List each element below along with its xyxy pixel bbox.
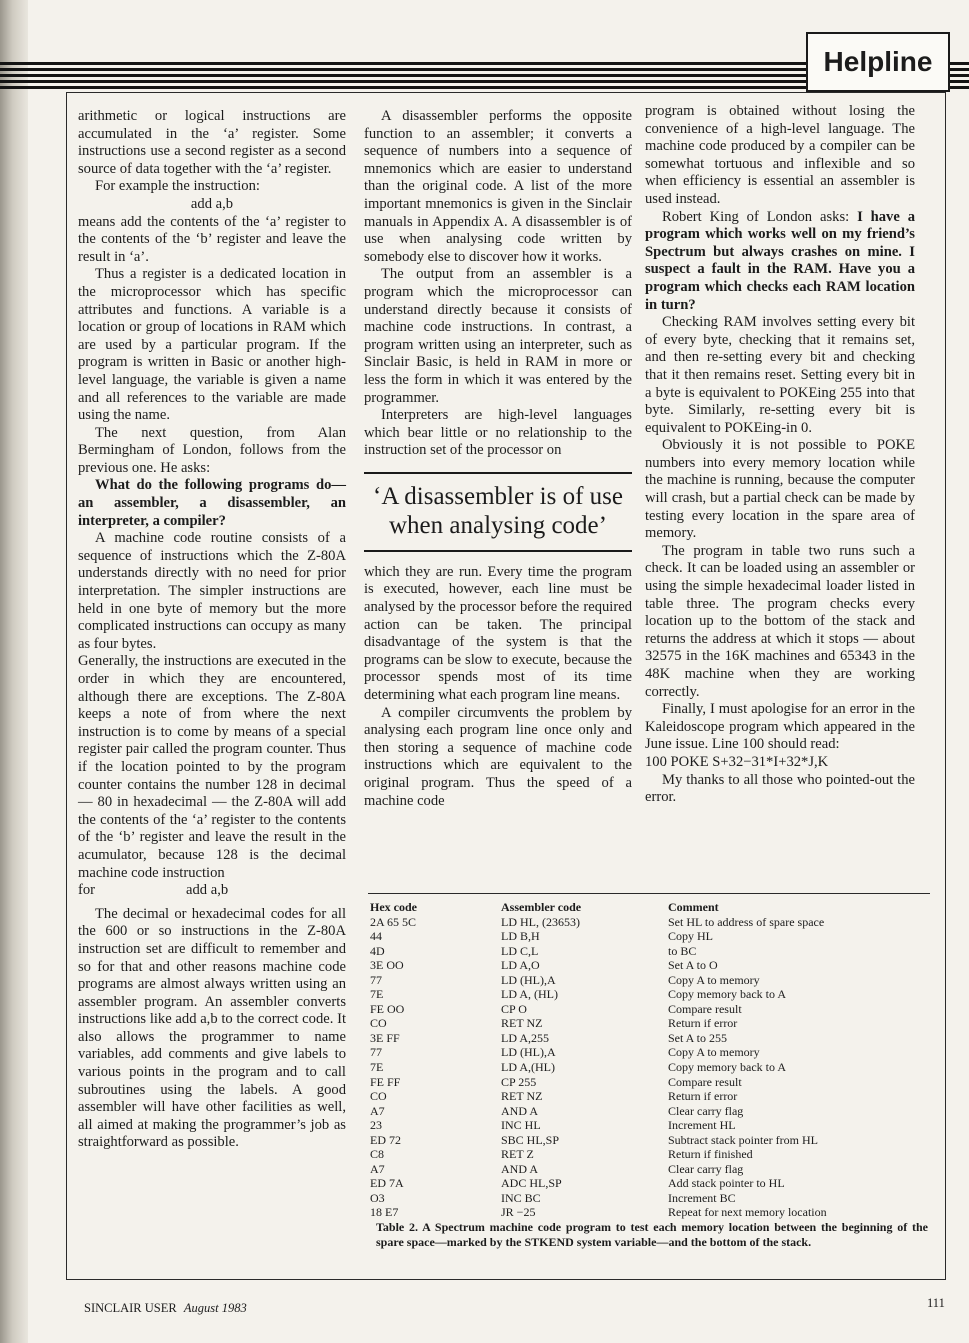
section-label: Helpline: [806, 32, 950, 92]
paragraph: Robert King of London asks: I have a program which works well on my friend’s Spectrum but always crashes on mine. I suspect a fault in the RAM. Have you a program which checks each RAM location in turn?: [645, 208, 915, 313]
paragraph: add a,b: [190, 195, 234, 212]
page-spine-shadow: [0, 0, 28, 1343]
hex-code-cell: 18 E7: [370, 1205, 399, 1220]
assembler-code-cell: RET Z: [501, 1147, 534, 1162]
comment-cell: Add stack pointer to HL: [668, 1176, 785, 1191]
header-rules: [0, 62, 810, 92]
assembler-code-cell: ADC HL,SP: [501, 1176, 562, 1191]
comment-cell: Subtract stack pointer from HL: [668, 1132, 818, 1147]
comment-column: [668, 900, 928, 1220]
paragraph: Interpreters are high-level languages which bear little or no relationship to the instruction set of the processor on: [364, 407, 632, 459]
table-caption: Table 2. A Spectrum machine code program to test each memory location between the beginning of the spare space—marked by the STKEND system variable—and the bottom of the stack.: [376, 1220, 928, 1249]
hex-code-cell: 7E: [370, 987, 384, 1002]
comment-cell: Compare result: [668, 1001, 742, 1016]
comment-cell: to BC: [668, 943, 697, 958]
paragraph: Generally, the instructions are executed in the order in which they are encountered, although there are exceptions. The Z-80A keeps a note of from where the next instruction is to come by means of a special register pair called the program counter. Thus if the location pointed to by the program counter contains the number 128 in decimal — 80 in hexadecimal — the Z-80A will add the contents of the ‘a’ register to the contents of the ‘b’ register and leave the result in the acumulator, because 128 is the decimal machine code instruction: [78, 653, 346, 881]
assembler-code-cell: LD C,L: [501, 943, 539, 958]
assembler-code-column: [501, 900, 651, 1220]
paragraph: Obviously it is not possible to POKE numbers into every memory location while the machine is running, because the computer will crash, but a partial check can be made by testing every location in the spare area of memory.: [645, 437, 915, 542]
header-rules-right: [950, 62, 969, 92]
paragraph: What do the following programs do—an assembler, a disassembler, an interpreter, a compiler?: [78, 477, 346, 529]
hex-code-cell: FE OO: [370, 1001, 405, 1016]
comment-cell: Increment HL: [668, 1118, 736, 1133]
comment-cell: Copy memory back to A: [668, 987, 786, 1002]
assembler-code-cell: CP 255: [501, 1074, 537, 1089]
inline-code-line: [78, 882, 346, 900]
comment-header: Comment: [668, 900, 719, 914]
assembler-code-cell: LD (HL),A: [501, 1045, 556, 1060]
magazine-name: SINCLAIR USER: [84, 1301, 177, 1315]
paragraph: My thanks to all those who pointed-out the error.: [645, 771, 915, 806]
column-3: [645, 103, 915, 807]
issue-date: August 1983: [183, 1301, 247, 1315]
assembler-code-cell: JR −25: [501, 1205, 536, 1220]
assembler-code-cell: LD A,255: [501, 1030, 549, 1045]
hex-code-cell: 7E: [370, 1060, 384, 1075]
comment-cell: Copy memory back to A: [668, 1060, 786, 1075]
assembler-code-cell: LD (HL),A: [501, 972, 556, 987]
paragraph: arithmetic or logical instructions are accumulated in the ‘a’ register. Some instructions use a second register as a second source of data together with the ‘a’ register.: [78, 108, 346, 177]
hex-code-cell: ED 72: [370, 1132, 401, 1147]
pull-quote: ‘A disassembler is of use when analysing code’: [364, 472, 632, 552]
assembler-code-cell: LD A,(HL): [501, 1060, 555, 1075]
assembler-code-header: Assembler code: [501, 900, 582, 914]
assembler-code-cell: LD A, (HL): [501, 987, 558, 1002]
hex-code-cell: 2A 65 5C: [370, 914, 417, 929]
paragraph: means add the contents of the ‘a’ register to the contents of the ‘b’ register and leave the result in ‘a’.: [78, 213, 346, 265]
hex-code-cell: CO: [370, 1016, 387, 1031]
comment-cell: Clear carry flag: [668, 1161, 744, 1176]
hex-code-header: Hex code: [370, 900, 417, 914]
comment-cell: Copy A to memory: [668, 972, 760, 987]
comment-cell: Return if finished: [668, 1147, 753, 1162]
assembler-code-cell: AND A: [501, 1161, 539, 1176]
assembler-code-cell: INC HL: [501, 1118, 541, 1133]
hex-code-cell: 3E FF: [370, 1030, 400, 1045]
assembler-code-cell: INC BC: [501, 1190, 541, 1205]
hex-code-column: [370, 900, 490, 1220]
paragraph: The next question, from Alan Bermingham of London, follows from the previous one. He asks:: [78, 424, 346, 476]
paragraph: A compiler circumvents the problem by analysing each program line once only and then storing a sequence of machine code instructions which are equivalent to the original program. Thus the speed of a machine code: [364, 704, 632, 809]
hex-code-cell: A7: [370, 1103, 385, 1118]
for-word: for: [78, 882, 96, 899]
hex-code-cell: O3: [370, 1190, 385, 1205]
hex-code-cell: 77: [370, 1045, 382, 1060]
hex-code-cell: 3E OO: [370, 958, 404, 973]
comment-cell: Increment BC: [668, 1190, 736, 1205]
comment-cell: Return if error: [668, 1089, 738, 1104]
hex-code-cell: 44: [370, 929, 382, 944]
paragraph: which they are run. Every time the program is executed, however, each line must be analysed by the processor before the required action can be taken. The principal disadvantage of the system is that the programs can be slow to execute, because the processor spends most of its time determining what each program line means.: [364, 563, 632, 704]
paragraph: Checking RAM involves setting every bit of every byte, checking that it remains set, and then re-setting every bit and checking that it then remains reset. Setting every bit in a byte is equivalent to POKEing 255 into that byte. Similarly, re-setting every bit is equivalent to POKEing-in 0.: [645, 314, 915, 436]
paragraph: Finally, I must apologise for an error in the Kaleidoscope program which appeared in the June issue. Line 100 should read:: [645, 701, 915, 753]
paragraph: For example the instruction:: [95, 178, 260, 195]
hex-code-cell: FE FF: [370, 1074, 401, 1089]
comment-cell: Clear carry flag: [668, 1103, 744, 1118]
assembler-code-cell: RET NZ: [501, 1089, 543, 1104]
inline-code: add a,b: [186, 882, 229, 899]
paragraph: 100 POKE S+32−31*I+32*J,K: [645, 753, 829, 770]
hex-code-cell: 23: [370, 1118, 382, 1133]
paragraph: Thus a register is a dedicated location in the microprocessor which has specific attributes and functions. A variable is a location or group of locations in RAM which are used by a particular program. If the program is written in Basic or another high-level language, the variable is given a name and all references to the variable are made using the name.: [78, 266, 346, 424]
comment-cell: Repeat for next memory location: [668, 1205, 827, 1220]
assembler-code-cell: CP O: [501, 1001, 527, 1016]
paragraph: The output from an assembler is a program which the microprocessor can understand directly because it consists of machine code instructions. In contrast, a program written using an interpreter, such as Sinclair Basic, is held in RAM in more or less the form in which it was entered by the programmer.: [364, 266, 632, 406]
assembler-code-cell: SBC HL,SP: [501, 1132, 560, 1147]
paragraph: A disassembler performs the opposite function to an assembler; it converts a sequence of numbers into a sequence of mnemonics which are easier to understand than the original code. A list of the more important mnemonics is given in the Sinclair manuals in Appendix A. A disassembler is of use when analysing code written by somebody else to discover how it works.: [364, 108, 632, 265]
assembler-code-cell: LD B,H: [501, 929, 540, 944]
hex-code-cell: ED 7A: [370, 1176, 404, 1191]
assembler-code-cell: AND A: [501, 1103, 539, 1118]
assembler-code-cell: LD A,O: [501, 958, 540, 973]
hex-code-cell: 77: [370, 972, 382, 987]
comment-cell: Set HL to address of spare space: [668, 914, 825, 929]
comment-cell: Set A to O: [668, 958, 718, 973]
paragraph: The decimal or hexadecimal codes for all the 600 or so instructions in the Z-80A instruction set are difficult to remember and so for that and other reasons machine code programs are almost always written using an assembler program. An assembler converts instructions like add a,b to the correct code. It also allows the programmer to name variables, add comments and give labels to various points in the program and to call subroutines using the labels. A good assembler will have other facilities as well, all aimed at making the programmer’s job as straightforward as possible.: [78, 905, 346, 1151]
paragraph: A machine code routine consists of a sequence of instructions which the Z-80A understands directly with no need for prior interpretation. The simpler instructions are held in one byte of memory but the more complicated instructions can occupy as many as four bytes.: [78, 530, 346, 652]
hex-code-cell: C8: [370, 1147, 385, 1162]
comment-cell: Copy HL: [668, 929, 713, 944]
page-number: 111: [927, 1296, 945, 1310]
footer-magazine: [84, 1301, 247, 1316]
comment-cell: Copy A to memory: [668, 1045, 760, 1060]
comment-cell: Return if error: [668, 1016, 738, 1031]
column-1: [78, 108, 346, 1152]
column-2: [364, 108, 632, 810]
hex-code-cell: 4D: [370, 943, 385, 958]
assembler-code-cell: RET NZ: [501, 1016, 543, 1031]
hex-code-cell: CO: [370, 1089, 387, 1104]
hex-code-cell: A7: [370, 1161, 385, 1176]
paragraph: program is obtained without losing the convenience of a high-level language. The machine code produced by a compiler can be somewhat tortuous and inflexible and so when efficiency is essential an assembler is used instead.: [645, 103, 915, 207]
comment-cell: Compare result: [668, 1074, 742, 1089]
comment-cell: Set A to 255: [668, 1030, 728, 1045]
assembler-code-cell: LD HL, (23653): [501, 914, 580, 929]
paragraph: The program in table two runs such a check. It can be loaded using an assembler or using the simple hexadecimal loader listed in table three. The program checks every location up to the bottom of the stack and returns the address at which it stops — about 32575 in the 16K machines and 65343 in the 48K machine when they are working correctly.: [645, 542, 915, 700]
machine-code-table: [368, 893, 930, 1280]
